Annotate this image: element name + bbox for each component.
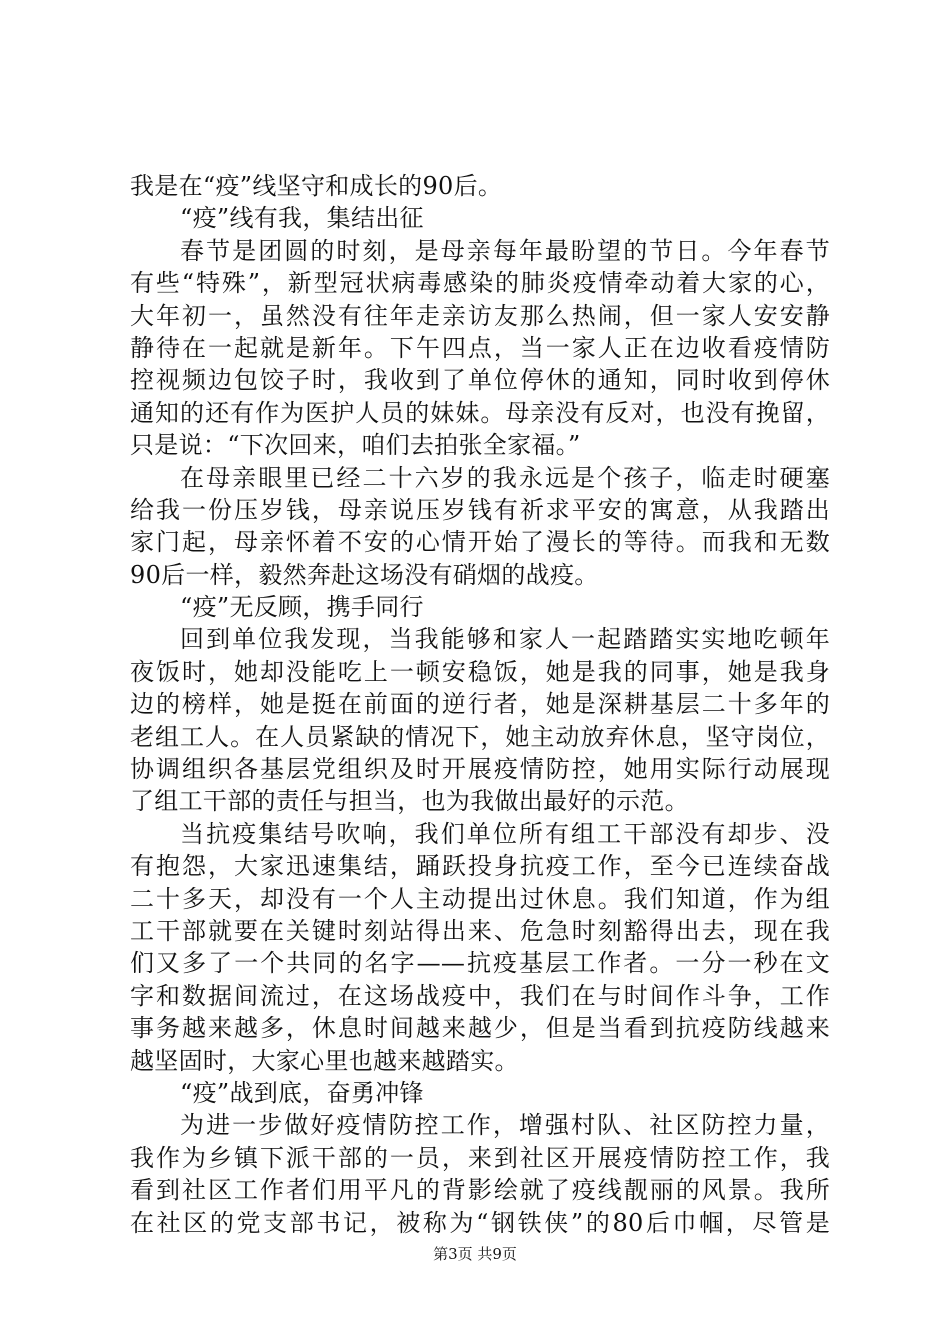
text-line: 事务越来越多，休息时间越来越少，但是当看到抗疫防线越来 [130,1014,830,1043]
text-line: 协调组织各基层党组织及时开展疫情防控，她用实际行动展现 [130,755,830,784]
text-line: 静待在一起就是新年。下午四点，当一家人正在边收看疫情防 [130,333,830,362]
text-line: 回到单位我发现，当我能够和家人一起踏踏实实地吃顿年 [180,625,830,654]
text-line: 春节是团圆的时刻，是母亲每年最盼望的节日。今年春节 [180,236,830,265]
text-line: 给我一份压岁钱，母亲说压岁钱有祈求平安的寓意，从我踏出 [130,495,830,524]
text-line: 我作为乡镇下派干部的一员，来到社区开展疫情防控工作，我 [130,1143,830,1172]
document-body [130,170,830,1239]
text-line: 大年初一，虽然没有往年走亲访友那么热闹，但一家人安安静 [130,301,830,330]
text-line: “疫”无反顾，携手同行 [180,593,424,622]
text-line: 在母亲眼里已经二十六岁的我永远是个孩子，临走时硬塞 [180,463,830,492]
text-line: 二十多天，却没有一个人主动提出过休息。我们知道，作为组 [130,884,830,913]
text-line: 了组工干部的责任与担当，也为我做出最好的示范。 [130,787,689,816]
page-footer: 第3页 共9页 [433,1245,517,1263]
text-line: 通知的还有作为医护人员的妹妹。母亲没有反对，也没有挽留， [130,398,830,427]
text-line: 只是说：“下次回来，咱们去拍张全家福。” [130,431,581,460]
text-line: 为进一步做好疫情防控工作，增强村队、社区防控力量， [180,1111,830,1140]
text-line: 有抱怨，大家迅速集结，踊跃投身抗疫工作，至今已连续奋战 [130,852,830,881]
text-line: 字和数据间流过，在这场战疫中，我们在与时间作斗争，工作 [130,981,830,1010]
text-line: 越坚固时，大家心里也越来越踏实。 [130,1046,519,1075]
text-line: 有些“特殊”，新型冠状病毒感染的肺炎疫情牵动着大家的心， [130,269,830,298]
text-line: 家门起，母亲怀着不安的心情开始了漫长的等待。而我和无数 [130,528,830,557]
text-line: 我是在“疫”线坚守和成长的90后。 [130,172,503,200]
text-line: “疫”线有我，集结出征 [180,204,424,233]
text-line: 在社区的党支部书记，被称为“钢铁侠”的80后巾帼，尽管是 [130,1208,830,1237]
text-line: 当抗疫集结号吹响，我们单位所有组工干部没有却步、没 [180,819,830,848]
text-line: 们又多了一个共同的名字——抗疫基层工作者。一分一秒在文 [130,949,830,978]
text-line: 90后一样，毅然奔赴这场没有硝烟的战疫。 [130,560,599,589]
text-line: 控视频边包饺子时，我收到了单位停休的通知，同时收到停休 [130,366,830,395]
text-line: 老组工人。在人员紧缺的情况下，她主动放弃休息，坚守岗位， [130,722,830,751]
text-line: 工干部就要在关键时刻站得出来、危急时刻豁得出去，现在我 [130,916,830,945]
text-line: 夜饭时，她却没能吃上一顿安稳饭，她是我的同事，她是我身 [130,657,830,686]
text-line: “疫”战到底，奋勇冲锋 [180,1078,424,1107]
text-line: 边的榜样，她是挺在前面的逆行者，她是深耕基层二十多年的 [130,690,830,719]
text-line: 看到社区工作者们用平凡的背影绘就了疫线靓丽的风景。我所 [130,1176,830,1205]
